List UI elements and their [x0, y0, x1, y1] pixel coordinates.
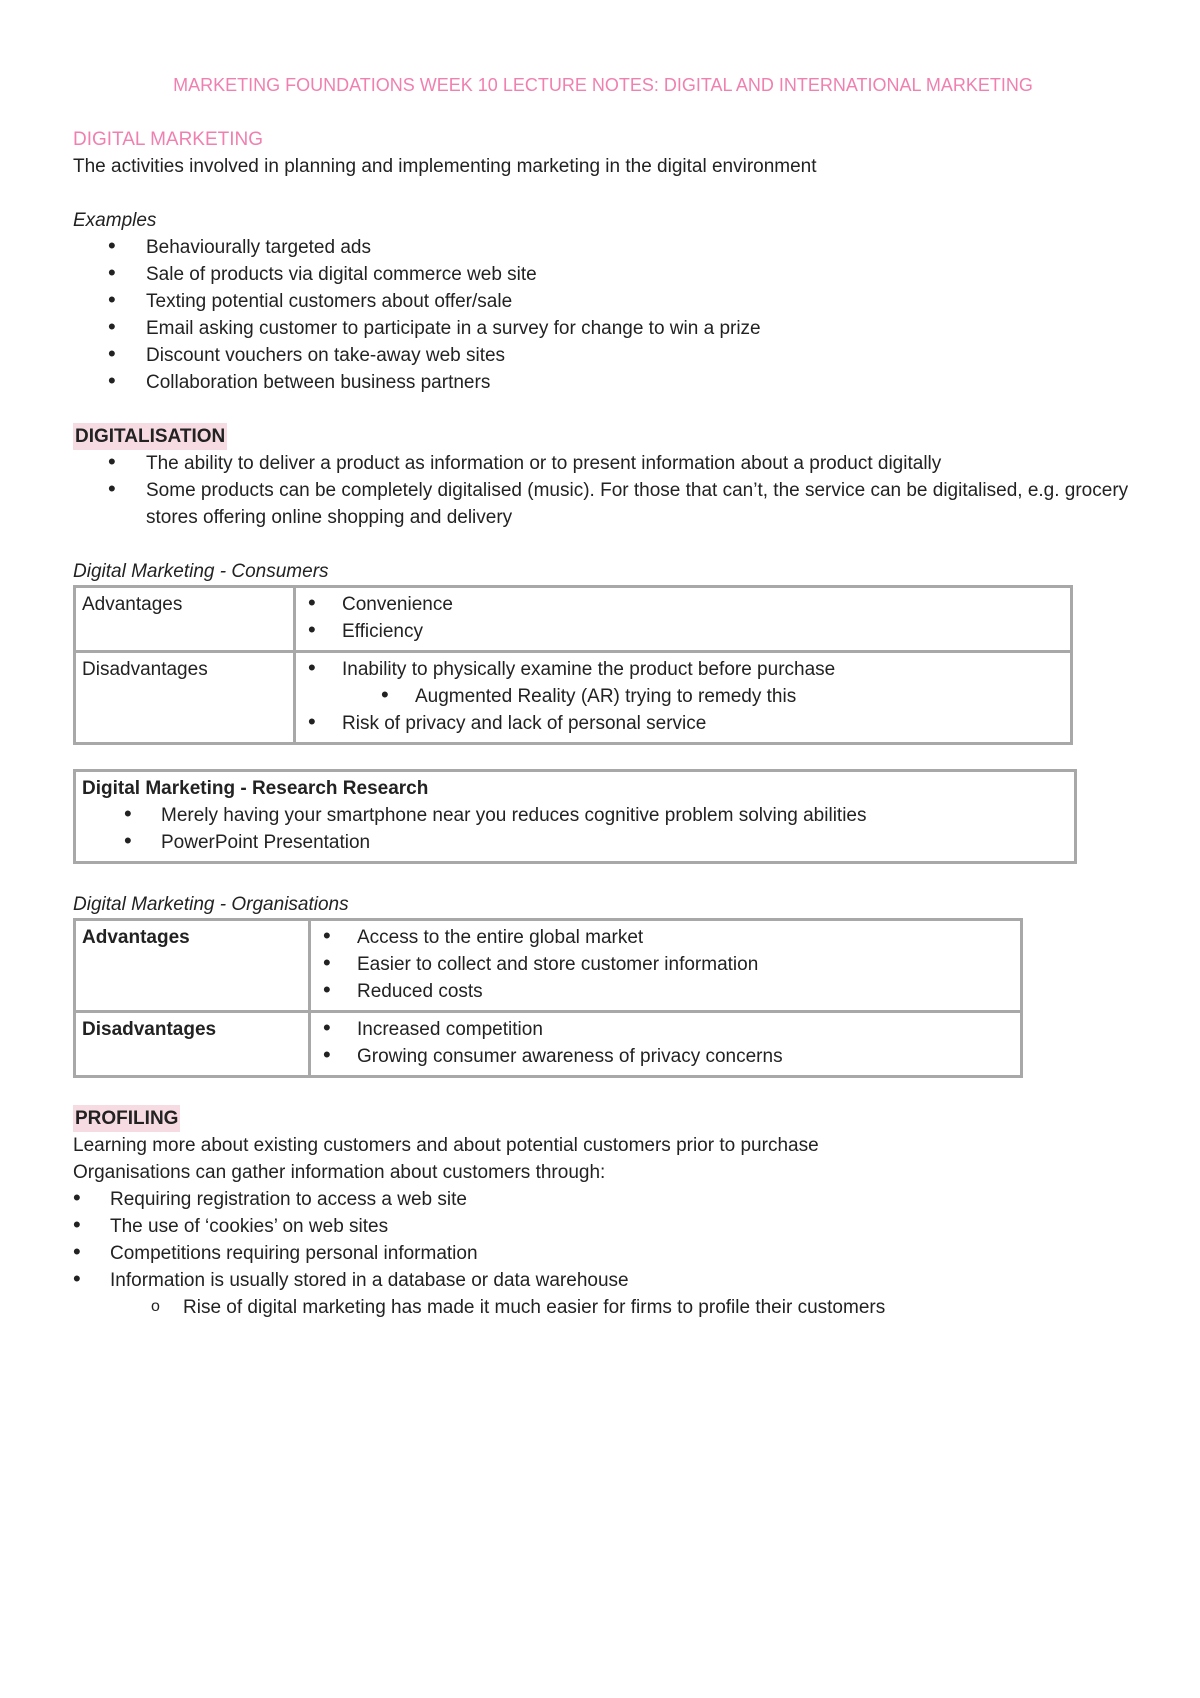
- advantages-cell: [295, 587, 1072, 652]
- list-item: • Texting potential customers about offer/sale: [73, 288, 1133, 315]
- advantages-cell: [310, 920, 1022, 1012]
- list-item: • Collaboration between business partners: [73, 369, 1133, 396]
- digital-marketing-definition: The activities involved in planning and implementing marketing in the digital environment: [73, 156, 817, 177]
- list-item: • Risk of privacy and lack of personal service: [302, 710, 1064, 737]
- document-body: [73, 72, 1133, 1321]
- list-item: • Requiring registration to access a web site: [73, 1186, 1133, 1213]
- table-row: [75, 920, 1022, 1012]
- page-title: MARKETING FOUNDATIONS WEEK 10 LECTURE NOTES: DIGITAL AND INTERNATIONAL MARKETING: [173, 75, 1033, 95]
- organisations-table: [73, 918, 1023, 1078]
- organisations-table-caption: Digital Marketing - Organisations: [73, 894, 349, 915]
- advantages-label-cell: Advantages: [75, 920, 310, 1012]
- list-item: • The use of ‘cookies’ on web sites: [73, 1213, 1133, 1240]
- digitalisation-list: [73, 450, 1133, 531]
- list-item: • Discount vouchers on take-away web sites: [73, 342, 1133, 369]
- examples-list: [73, 234, 1133, 396]
- list-item: • Inability to physically examine the product before purchase: [302, 656, 1064, 683]
- list-item: • Easier to collect and store customer information: [317, 951, 1014, 978]
- profiling-line-1: Learning more about existing customers and about potential customers prior to purchase: [73, 1135, 819, 1156]
- list-item: • Sale of products via digital commerce web site: [73, 261, 1133, 288]
- list-item: • The ability to deliver a product as information or to present information about a product digitally: [73, 450, 1133, 477]
- disadvantages-cell: [295, 652, 1072, 744]
- list-item: • Behaviourally targeted ads: [73, 234, 1133, 261]
- list-item: • Information is usually stored in a database or data warehouse: [73, 1267, 1133, 1294]
- sub-list-item: o Rise of digital marketing has made it much easier for firms to profile their customers: [73, 1294, 1133, 1321]
- profiling-sub-list: [73, 1294, 1133, 1321]
- disadvantages-label-cell: Disadvantages: [75, 652, 295, 744]
- profiling-heading: PROFILING: [73, 1105, 180, 1132]
- disadvantages-label-cell: Disadvantages: [75, 1012, 310, 1077]
- profiling-list: [73, 1186, 1133, 1294]
- consumers-table: [73, 585, 1073, 745]
- table-row: [75, 652, 1072, 744]
- list-item: • Merely having your smartphone near you reduces cognitive problem solving abilities: [82, 802, 1068, 829]
- profiling-line-2: Organisations can gather information about customers through:: [73, 1162, 606, 1183]
- examples-label: Examples: [73, 210, 157, 231]
- list-item: • Access to the entire global market: [317, 924, 1014, 951]
- list-item: • PowerPoint Presentation: [82, 829, 1068, 856]
- sub-list-item: • Augmented Reality (AR) trying to remedy this: [302, 683, 1064, 710]
- digital-marketing-heading: DIGITAL MARKETING: [73, 129, 264, 150]
- list-item: • Email asking customer to participate in a survey for change to win a prize: [73, 315, 1133, 342]
- list-item: • Convenience: [302, 591, 1064, 618]
- list-item: • Increased competition: [317, 1016, 1014, 1043]
- list-item: • Reduced costs: [317, 978, 1014, 1005]
- list-item: • Competitions requiring personal information: [73, 1240, 1133, 1267]
- disadvantages-cell: [310, 1012, 1022, 1077]
- advantages-label-cell: Advantages: [75, 587, 295, 652]
- table-row: [75, 1012, 1022, 1077]
- digitalisation-heading: DIGITALISATION: [73, 423, 227, 450]
- table-row: [75, 587, 1072, 652]
- research-box-heading: Digital Marketing - Research Research: [82, 778, 429, 799]
- research-box: [73, 769, 1077, 864]
- list-item: • Some products can be completely digitalised (music). For those that can’t, the service can be digitalised, e.g. grocery stores offering online shopping and delivery: [73, 477, 1133, 531]
- list-item: • Growing consumer awareness of privacy concerns: [317, 1043, 1014, 1070]
- list-item: • Efficiency: [302, 618, 1064, 645]
- consumers-table-caption: Digital Marketing - Consumers: [73, 561, 329, 582]
